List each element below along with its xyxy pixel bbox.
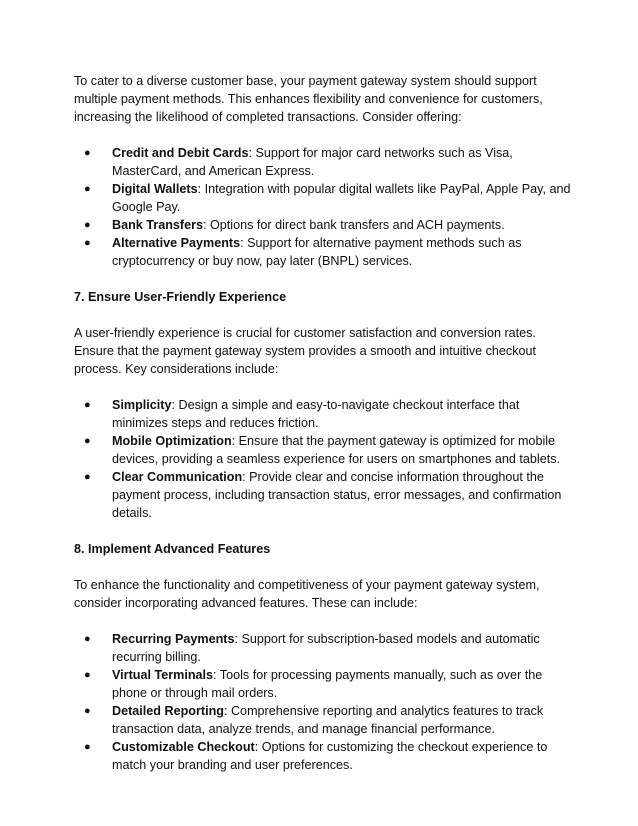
item-title: Customizable Checkout bbox=[112, 740, 255, 754]
item-text: : Tools for processing payments manually, such as over the phone or through mail orders. bbox=[112, 668, 543, 700]
bullet-icon: ● bbox=[84, 147, 91, 159]
section-8-paragraph: To enhance the functionality and competitiveness of your payment gateway system, consider incorporating advanced features. These can include: bbox=[74, 578, 540, 610]
list-item bbox=[74, 180, 574, 216]
item-text: : Design a simple and easy-to-navigate checkout interface that minimizes steps and reduces friction. bbox=[112, 398, 520, 430]
bullet-icon: ● bbox=[84, 435, 91, 447]
bullet-icon: ● bbox=[84, 183, 91, 195]
list-item bbox=[74, 738, 574, 774]
item-title: Credit and Debit Cards bbox=[112, 146, 249, 160]
bullet-icon: ● bbox=[84, 669, 91, 681]
item-title: Clear Communication bbox=[112, 470, 243, 484]
item-title: Recurring Payments bbox=[112, 632, 235, 646]
item-text: : Support for alternative payment methods such as cryptocurrency or buy now, pay later (BNPL) services. bbox=[112, 236, 522, 268]
item-text: : Support for subscription-based models and automatic recurring billing. bbox=[112, 632, 540, 664]
section-7-paragraph: A user-friendly experience is crucial for customer satisfaction and conversion rates. Ensure that the payment gateway system provides a smooth and intuitive checkout process. Key considerations include: bbox=[74, 326, 537, 376]
item-title: Bank Transfers bbox=[112, 218, 203, 232]
list-item bbox=[74, 702, 574, 738]
bullet-icon: ● bbox=[84, 741, 91, 753]
section-heading-7: 7. Ensure User-Friendly Experience bbox=[74, 290, 287, 304]
item-title: Detailed Reporting bbox=[112, 704, 224, 718]
item-text: : Comprehensive reporting and analytics features to track transaction data, analyze trends, and manage financial performance. bbox=[112, 704, 544, 736]
bullet-icon: ● bbox=[84, 471, 91, 483]
item-title: Mobile Optimization bbox=[112, 434, 232, 448]
advanced-features-list bbox=[74, 630, 574, 774]
section-heading-8: 8. Implement Advanced Features bbox=[74, 542, 271, 556]
item-title: Simplicity bbox=[112, 398, 172, 412]
list-item bbox=[74, 396, 574, 432]
list-item bbox=[74, 666, 574, 702]
item-text: : Ensure that the payment gateway is optimized for mobile devices, providing a seamless experience for users on smartphones and tablets. bbox=[112, 434, 561, 466]
bullet-icon: ● bbox=[84, 633, 91, 645]
item-text: : Options for direct bank transfers and ACH payments. bbox=[203, 218, 505, 232]
item-text: : Integration with popular digital wallets like PayPal, Apple Pay, and Google Pay. bbox=[112, 182, 571, 214]
item-text: : Provide clear and concise information throughout the payment process, including transaction status, error messages, and confirmation details. bbox=[112, 470, 562, 520]
item-title: Digital Wallets bbox=[112, 182, 198, 196]
payment-methods-list bbox=[74, 144, 574, 270]
item-title: Alternative Payments bbox=[112, 236, 241, 250]
bullet-icon: ● bbox=[84, 399, 91, 411]
list-item bbox=[74, 234, 574, 270]
list-item bbox=[74, 144, 574, 180]
list-item bbox=[74, 468, 574, 522]
bullet-icon: ● bbox=[84, 219, 91, 231]
list-item bbox=[74, 432, 574, 468]
list-item bbox=[74, 630, 574, 666]
intro-paragraph: To cater to a diverse customer base, your payment gateway system should support multiple payment methods. This enhances flexibility and convenience for customers, increasing the likelihood of completed transactions. Consider offering: bbox=[74, 74, 543, 124]
bullet-icon: ● bbox=[84, 705, 91, 717]
user-experience-list bbox=[74, 396, 574, 522]
bullet-icon: ● bbox=[84, 237, 91, 249]
item-text: : Support for major card networks such as Visa, MasterCard, and American Express. bbox=[112, 146, 513, 178]
document-page bbox=[74, 72, 574, 792]
item-title: Virtual Terminals bbox=[112, 668, 214, 682]
item-text: : Options for customizing the checkout experience to match your branding and user preferences. bbox=[112, 740, 548, 772]
list-item bbox=[74, 216, 574, 234]
